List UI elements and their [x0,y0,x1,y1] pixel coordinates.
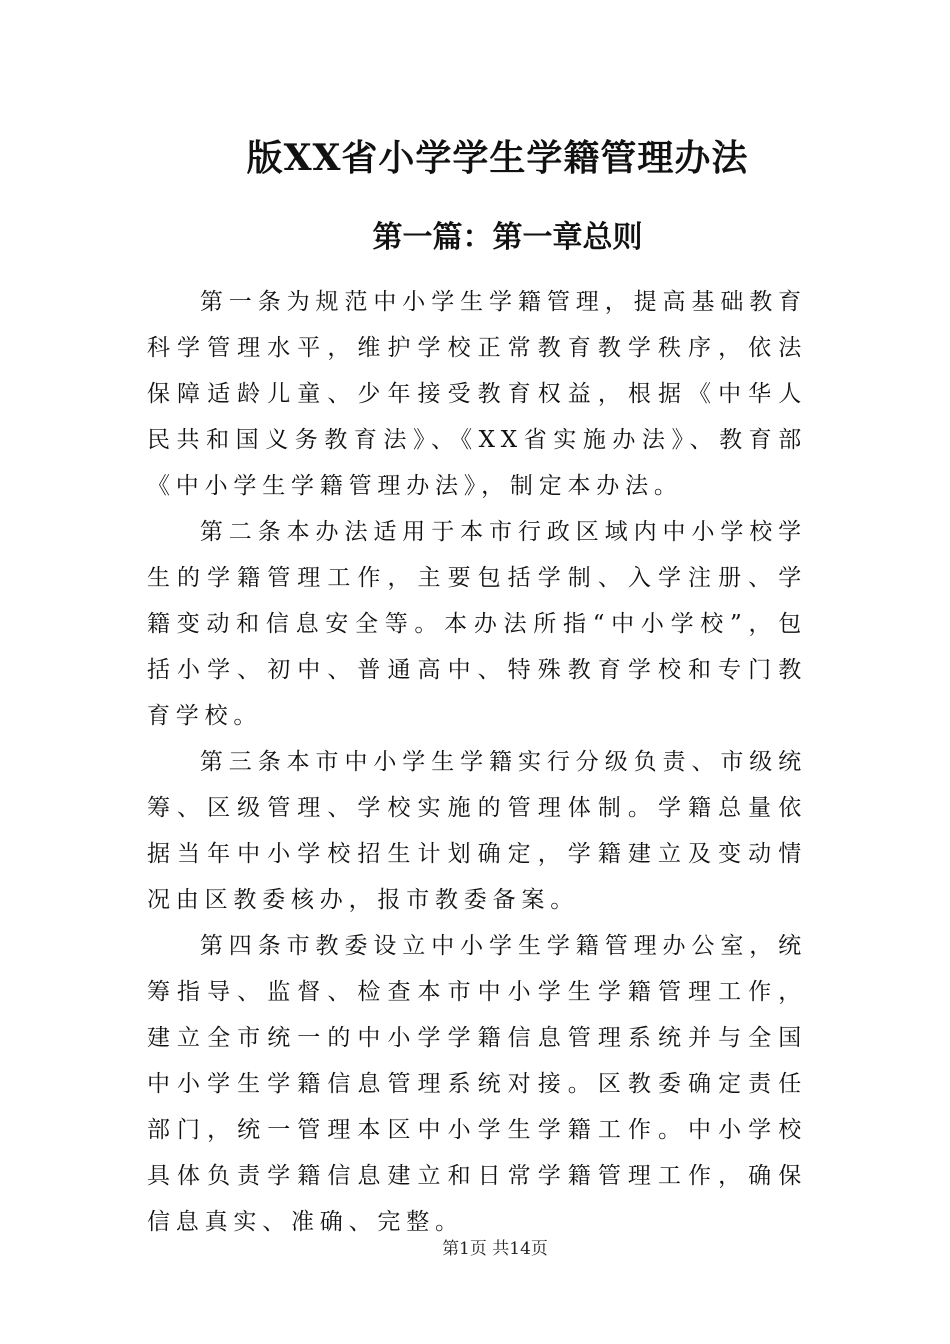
paragraph-article-1: 第一条为规范中小学生学籍管理，提高基础教育科学管理水平，维护学校正常教育教学秩序，依法保障适龄儿童、少年接受教育权益，根据《中华人民共和国义务教育法》、《XX省实施办法》、教育部《中小学生学籍管理办法》，制定本办法。 [147,289,807,499]
page-footer: 第1页 共14页 [442,1239,548,1259]
paragraph-article-4: 第四条市教委设立中小学生学籍管理办公室，统筹指导、监督、检查本市中小学生学籍管理工作，建立全市统一的中小学学籍信息管理系统并与全国中小学生学籍信息管理系统对接。区教委确定责任部门，统一管理本区中小学生学籍工作。中小学校具体负责学籍信息建立和日常学籍管理工作，确保信息真实、准确、完整。 [147,933,807,1235]
paragraph-article-2: 第二条本办法适用于本市行政区域内中小学校学生的学籍管理工作，主要包括学制、入学注册、学籍变动和信息安全等。本办法所指“中小学校”，包括小学、初中、普通高中、特殊教育学校和专门教育学校。 [147,519,807,729]
chapter-title: 第一篇：第一章总则 [372,220,643,255]
paragraph-article-3: 第三条本市中小学生学籍实行分级负责、市级统筹、区级管理、学校实施的管理体制。学籍总量依据当年中小学校招生计划确定，学籍建立及变动情况由区教委核办，报市教委备案。 [147,749,807,913]
document-body [147,279,807,1245]
document-title: 版XX省小学学生学籍管理办法 [246,137,749,179]
